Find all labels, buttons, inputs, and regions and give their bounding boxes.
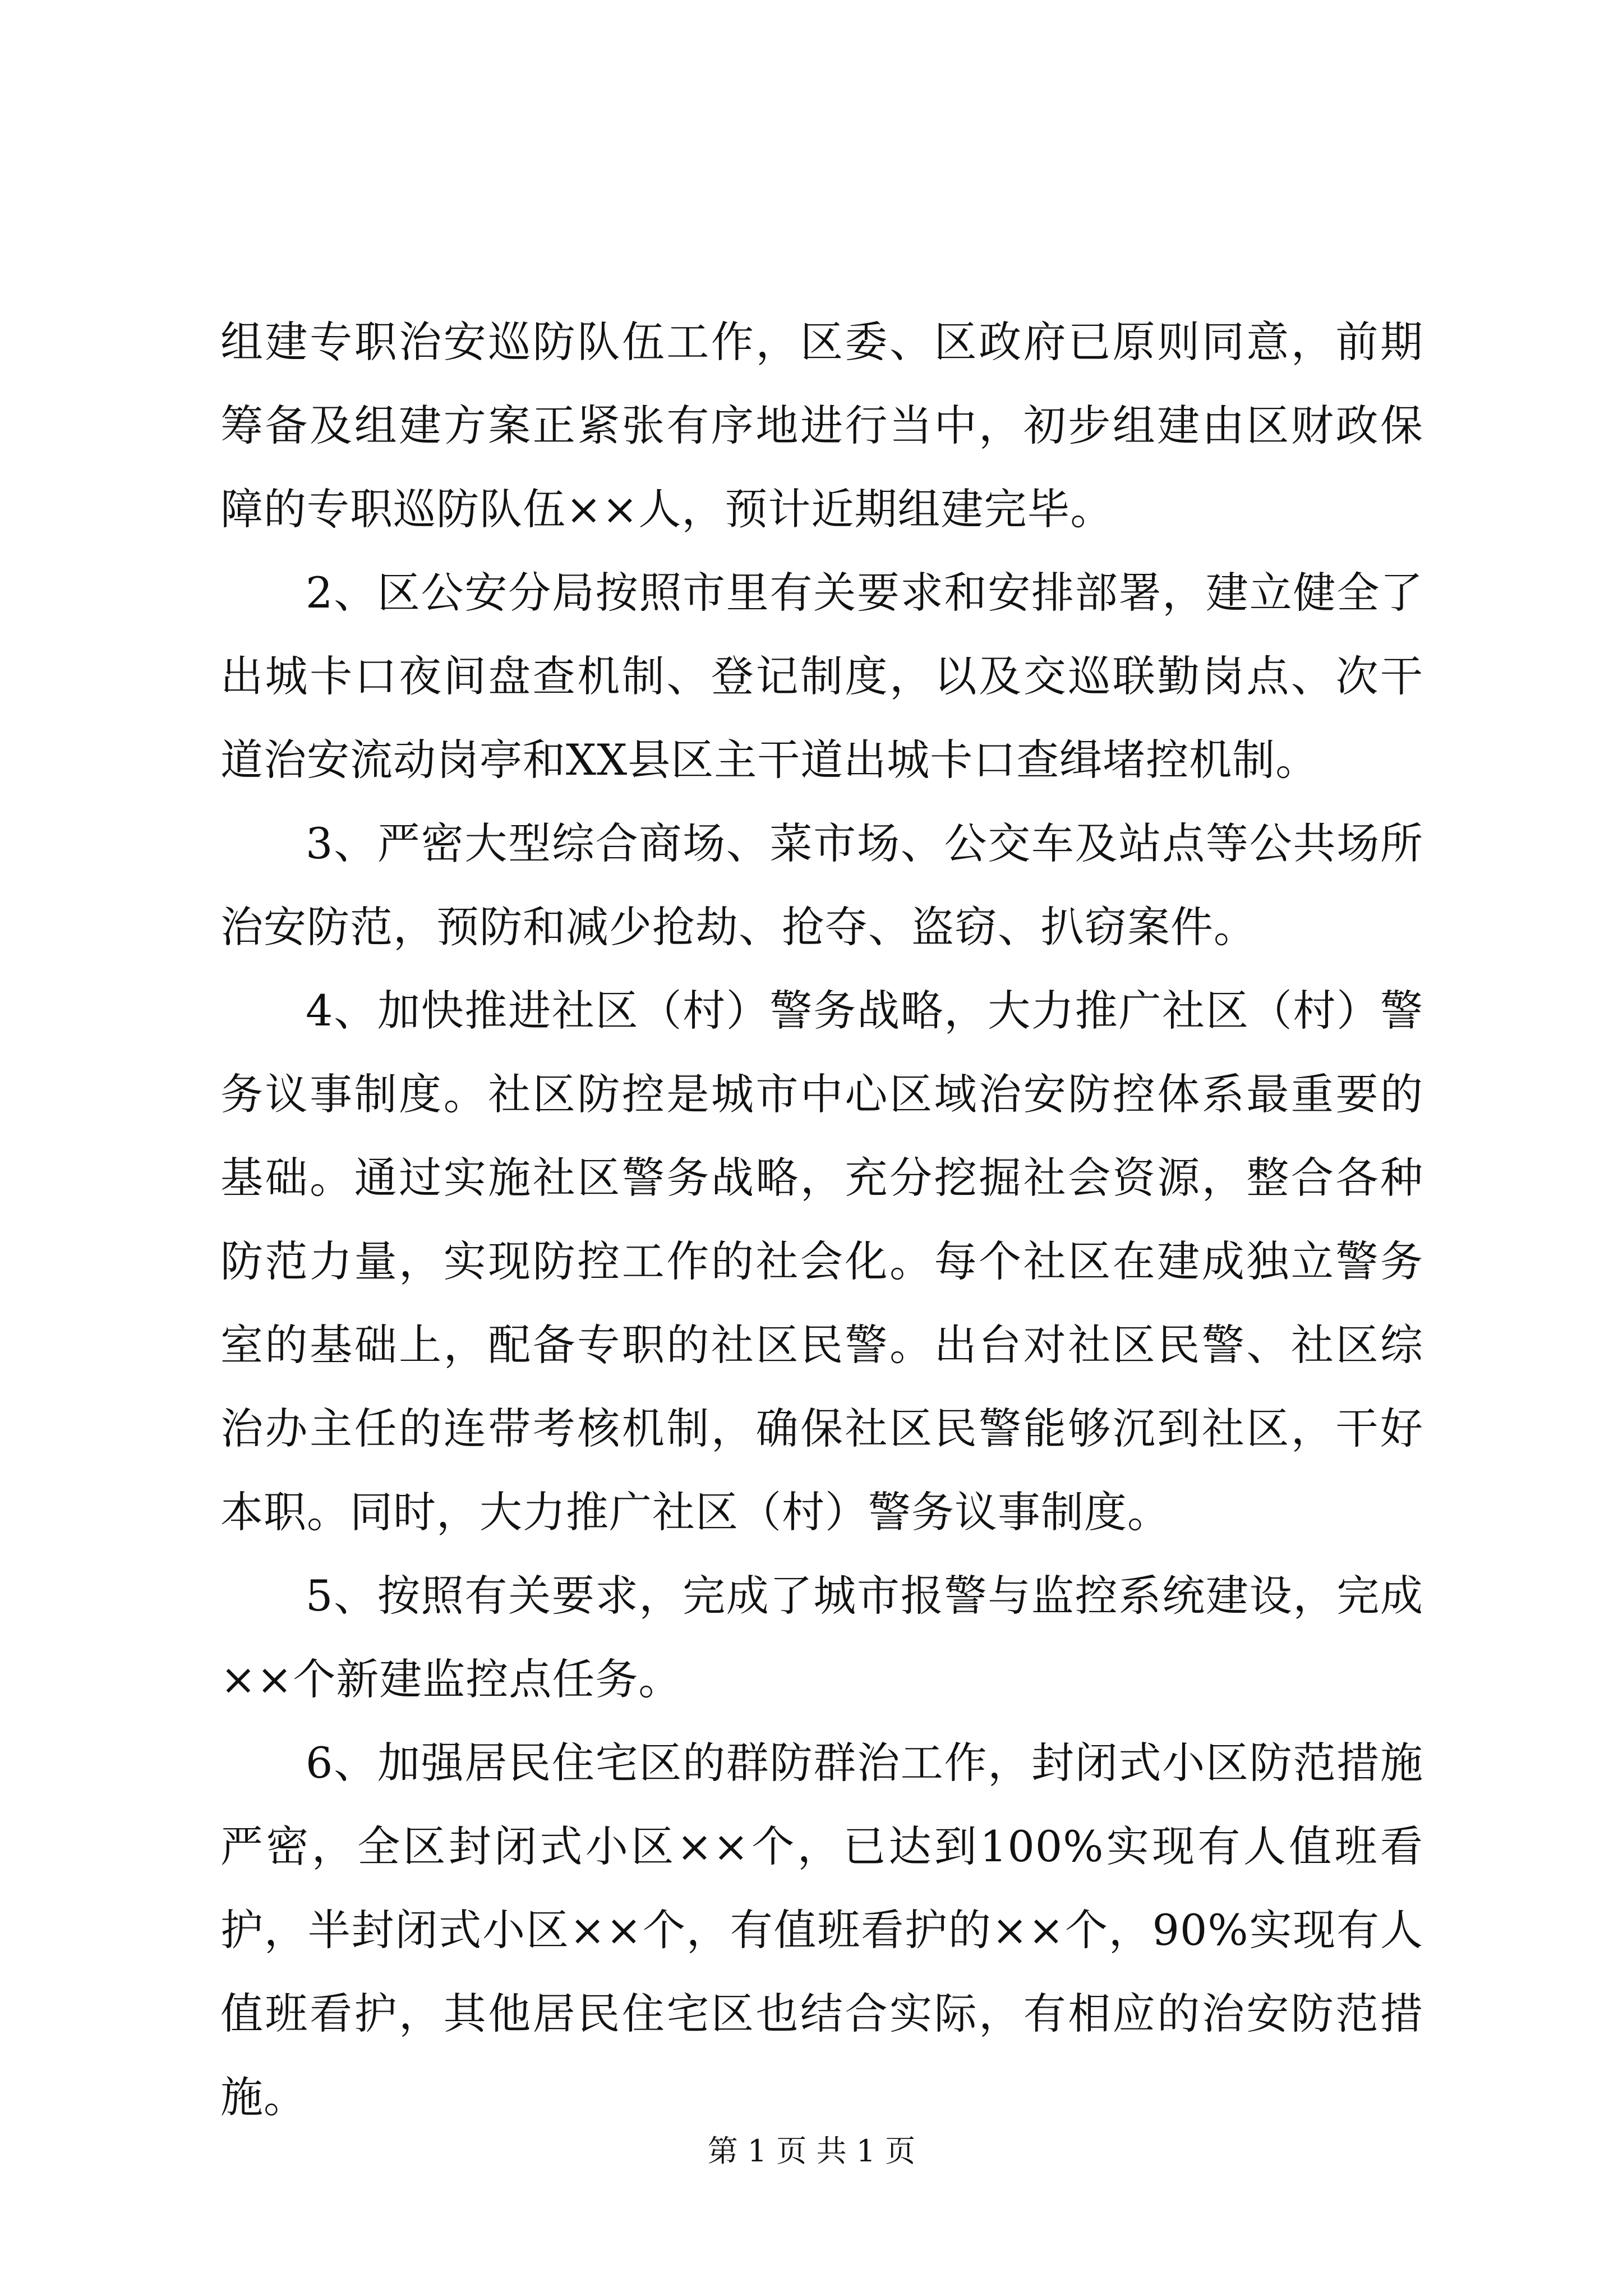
paragraph-item-3: 3、严密大型综合商场、菜市场、公交车及站点等公共场所治安防范，预防和减少抢劫、抢夺、盗窃、扒窃案件。 [220,818,1423,952]
paragraph-item-2: 2、区公安分局按照市里有关要求和安排部署，建立健全了出城卡口夜间盘查机制、登记制度，以及交巡联勤岗点、次干道治安流动岗亭和XX县区主干道出城卡口查缉堵控机制。 [220,568,1423,785]
paragraph-item-6: 6、加强居民住宅区的群防群治工作，封闭式小区防范措施严密，全区封闭式小区××个，已达到100%实现有人值班看护，半封闭式小区××个，有值班看护的××个，90%实现有人值班看护，其他居民住宅区也结合实际，有相应的治安防范措施。 [220,1738,1423,2122]
paragraph-continuation: 组建专职治安巡防队伍工作，区委、区政府已原则同意，前期筹备及组建方案正紧张有序地进行当中，初步组建由区财政保障的专职巡防队伍××人，预计近期组建完毕。 [220,317,1423,534]
paragraph-item-5: 5、按照有关要求，完成了城市报警与监控系统建设，完成××个新建监控点任务。 [220,1571,1423,1704]
document-body [220,300,1423,2139]
paragraph-item-4: 4、加快推进社区（村）警务战略，大力推广社区（村）警务议事制度。社区防控是城市中心区域治安防控体系最重要的基础。通过实施社区警务战略，充分挖掘社会资源，整合各种防范力量，实现防控工作的社会化。每个社区在建成独立警务室的基础上，配备专职的社区民警。出台对社区民警、社区综治办主任的连带考核机制，确保社区民警能够沉到社区，干好本职。同时，大力推广社区（村）警务议事制度。 [220,986,1423,1537]
page-footer: 第 1 页 共 1 页 [707,2133,916,2169]
